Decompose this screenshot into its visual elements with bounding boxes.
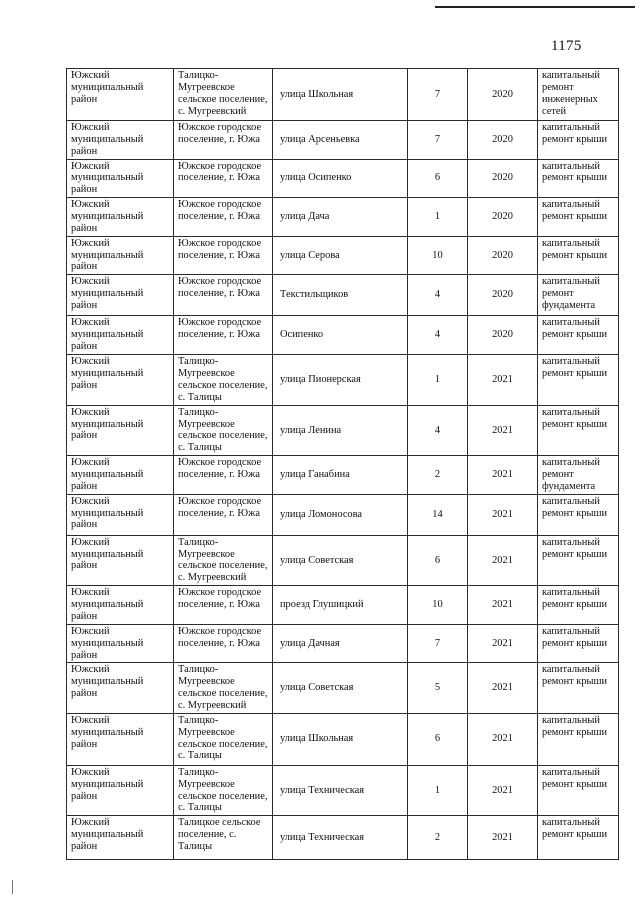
street-cell: улица Дачная bbox=[273, 624, 408, 663]
work-type-cell: капитальный ремонт фундамента bbox=[538, 456, 619, 495]
house-number-cell: 1 bbox=[408, 198, 468, 237]
table-row bbox=[67, 816, 619, 860]
district-cell: Южский муниципальный район bbox=[67, 535, 174, 585]
settlement-cell: Талицко-Мугреевское сельское поселение, с. Талицы bbox=[174, 713, 273, 765]
year-cell: 2021 bbox=[468, 713, 538, 765]
house-number-cell: 10 bbox=[408, 586, 468, 625]
house-number-cell: 1 bbox=[408, 355, 468, 405]
settlement-cell: Южское городское поселение, г. Южа bbox=[174, 198, 273, 237]
settlement-cell: Талицко-Мугреевское сельское поселение, с. Талицы bbox=[174, 355, 273, 405]
table-row bbox=[67, 275, 619, 316]
year-cell: 2020 bbox=[468, 275, 538, 316]
table-row bbox=[67, 405, 619, 455]
year-cell: 2020 bbox=[468, 236, 538, 275]
street-cell: улица Дача bbox=[273, 198, 408, 237]
settlement-cell: Талицкое сельское поселение, с. Талицы bbox=[174, 816, 273, 860]
street-cell: улица Ганабина bbox=[273, 456, 408, 495]
year-cell: 2021 bbox=[468, 586, 538, 625]
street-cell: улица Школьная bbox=[273, 69, 408, 121]
work-type-cell: капитальный ремонт крыши bbox=[538, 236, 619, 275]
year-cell: 2021 bbox=[468, 535, 538, 585]
year-cell: 2021 bbox=[468, 405, 538, 455]
work-type-cell: капитальный ремонт крыши bbox=[538, 316, 619, 355]
district-cell: Южский муниципальный район bbox=[67, 121, 174, 160]
work-type-cell: капитальный ремонт крыши bbox=[538, 355, 619, 405]
house-number-cell: 4 bbox=[408, 405, 468, 455]
settlement-cell: Южское городское поселение, г. Южа bbox=[174, 275, 273, 316]
settlement-cell: Южское городское поселение, г. Южа bbox=[174, 586, 273, 625]
street-cell: улица Советская bbox=[273, 663, 408, 713]
district-cell: Южский муниципальный район bbox=[67, 816, 174, 860]
street-cell: улица Советская bbox=[273, 535, 408, 585]
settlement-cell: Южское городское поселение, г. Южа bbox=[174, 456, 273, 495]
street-cell: улица Ломоносова bbox=[273, 494, 408, 535]
settlement-cell: Южское городское поселение, г. Южа bbox=[174, 159, 273, 198]
district-cell: Южский муниципальный район bbox=[67, 355, 174, 405]
table-row bbox=[67, 535, 619, 585]
district-cell: Южский муниципальный район bbox=[67, 236, 174, 275]
house-number-cell: 14 bbox=[408, 494, 468, 535]
work-type-cell: капитальный ремонт инженерных сетей bbox=[538, 69, 619, 121]
year-cell: 2020 bbox=[468, 316, 538, 355]
street-cell: улица Ленина bbox=[273, 405, 408, 455]
table-row bbox=[67, 456, 619, 495]
house-number-cell: 6 bbox=[408, 159, 468, 198]
table-row bbox=[67, 624, 619, 663]
settlement-cell: Южское городское поселение, г. Южа bbox=[174, 236, 273, 275]
district-cell: Южский муниципальный район bbox=[67, 713, 174, 765]
street-cell: улица Пионерская bbox=[273, 355, 408, 405]
house-number-cell: 7 bbox=[408, 624, 468, 663]
house-number-cell: 2 bbox=[408, 816, 468, 860]
district-cell: Южский муниципальный район bbox=[67, 405, 174, 455]
district-cell: Южский муниципальный район bbox=[67, 663, 174, 713]
table-row bbox=[67, 69, 619, 121]
work-type-cell: капитальный ремонт крыши bbox=[538, 494, 619, 535]
street-cell: улица Техническая bbox=[273, 816, 408, 860]
street-cell: улица Серова bbox=[273, 236, 408, 275]
settlement-cell: Южское городское поселение, г. Южа bbox=[174, 624, 273, 663]
district-cell: Южский муниципальный район bbox=[67, 494, 174, 535]
work-type-cell: капитальный ремонт крыши bbox=[538, 159, 619, 198]
house-number-cell: 6 bbox=[408, 535, 468, 585]
work-type-cell: капитальный ремонт крыши bbox=[538, 405, 619, 455]
year-cell: 2021 bbox=[468, 456, 538, 495]
district-cell: Южский муниципальный район bbox=[67, 765, 174, 815]
street-cell: Текстильщиков bbox=[273, 275, 408, 316]
table-row bbox=[67, 586, 619, 625]
year-cell: 2021 bbox=[468, 663, 538, 713]
district-cell: Южский муниципальный район bbox=[67, 69, 174, 121]
settlement-cell: Южское городское поселение, г. Южа bbox=[174, 121, 273, 160]
district-cell: Южский муниципальный район bbox=[67, 159, 174, 198]
year-cell: 2021 bbox=[468, 624, 538, 663]
work-type-cell: капитальный ремонт крыши bbox=[538, 663, 619, 713]
work-type-cell: капитальный ремонт крыши bbox=[538, 713, 619, 765]
table-row bbox=[67, 121, 619, 160]
year-cell: 2021 bbox=[468, 494, 538, 535]
year-cell: 2020 bbox=[468, 121, 538, 160]
house-number-cell: 10 bbox=[408, 236, 468, 275]
year-cell: 2021 bbox=[468, 816, 538, 860]
settlement-cell: Южское городское поселение, г. Южа bbox=[174, 316, 273, 355]
page-number: 1175 bbox=[551, 38, 582, 54]
work-type-cell: капитальный ремонт крыши bbox=[538, 586, 619, 625]
work-type-cell: капитальный ремонт фундамента bbox=[538, 275, 619, 316]
table-row bbox=[67, 765, 619, 815]
scan-margin-mark bbox=[12, 880, 13, 894]
house-number-cell: 6 bbox=[408, 713, 468, 765]
house-number-cell: 7 bbox=[408, 69, 468, 121]
district-cell: Южский муниципальный район bbox=[67, 624, 174, 663]
house-number-cell: 5 bbox=[408, 663, 468, 713]
street-cell: улица Арсеньевка bbox=[273, 121, 408, 160]
street-cell: улица Осипенко bbox=[273, 159, 408, 198]
street-cell: проезд Глушицкий bbox=[273, 586, 408, 625]
year-cell: 2020 bbox=[468, 159, 538, 198]
table-row bbox=[67, 198, 619, 237]
table-row bbox=[67, 236, 619, 275]
house-number-cell: 4 bbox=[408, 275, 468, 316]
district-cell: Южский муниципальный район bbox=[67, 198, 174, 237]
district-cell: Южский муниципальный район bbox=[67, 275, 174, 316]
table-row bbox=[67, 713, 619, 765]
work-type-cell: капитальный ремонт крыши bbox=[538, 624, 619, 663]
top-rule bbox=[435, 6, 635, 8]
work-type-cell: капитальный ремонт крыши bbox=[538, 765, 619, 815]
table-row bbox=[67, 494, 619, 535]
work-type-cell: капитальный ремонт крыши bbox=[538, 121, 619, 160]
settlement-cell: Южское городское поселение, г. Южа bbox=[174, 494, 273, 535]
repair-schedule-table-wrap bbox=[66, 68, 618, 860]
work-type-cell: капитальный ремонт крыши bbox=[538, 535, 619, 585]
year-cell: 2020 bbox=[468, 198, 538, 237]
settlement-cell: Талицко-Мугреевское сельское поселение, с. Мугреевский bbox=[174, 663, 273, 713]
house-number-cell: 7 bbox=[408, 121, 468, 160]
house-number-cell: 2 bbox=[408, 456, 468, 495]
street-cell: Осипенко bbox=[273, 316, 408, 355]
street-cell: улица Техническая bbox=[273, 765, 408, 815]
settlement-cell: Талицко-Мугреевское сельское поселение, с. Талицы bbox=[174, 765, 273, 815]
year-cell: 2020 bbox=[468, 69, 538, 121]
district-cell: Южский муниципальный район bbox=[67, 456, 174, 495]
district-cell: Южский муниципальный район bbox=[67, 586, 174, 625]
table-row bbox=[67, 355, 619, 405]
district-cell: Южский муниципальный район bbox=[67, 316, 174, 355]
work-type-cell: капитальный ремонт крыши bbox=[538, 198, 619, 237]
table-row bbox=[67, 663, 619, 713]
street-cell: улица Школьная bbox=[273, 713, 408, 765]
year-cell: 2021 bbox=[468, 765, 538, 815]
settlement-cell: Талицко-Мугреевское сельское поселение, с. Талицы bbox=[174, 405, 273, 455]
settlement-cell: Талицко-Мугреевское сельское поселение, с. Мугреевский bbox=[174, 535, 273, 585]
house-number-cell: 1 bbox=[408, 765, 468, 815]
table-row bbox=[67, 316, 619, 355]
repair-schedule-table bbox=[66, 68, 619, 860]
table-row bbox=[67, 159, 619, 198]
year-cell: 2021 bbox=[468, 355, 538, 405]
settlement-cell: Талицко-Мугреевское сельское поселение, с. Мугреевский bbox=[174, 69, 273, 121]
work-type-cell: капитальный ремонт крыши bbox=[538, 816, 619, 860]
house-number-cell: 4 bbox=[408, 316, 468, 355]
